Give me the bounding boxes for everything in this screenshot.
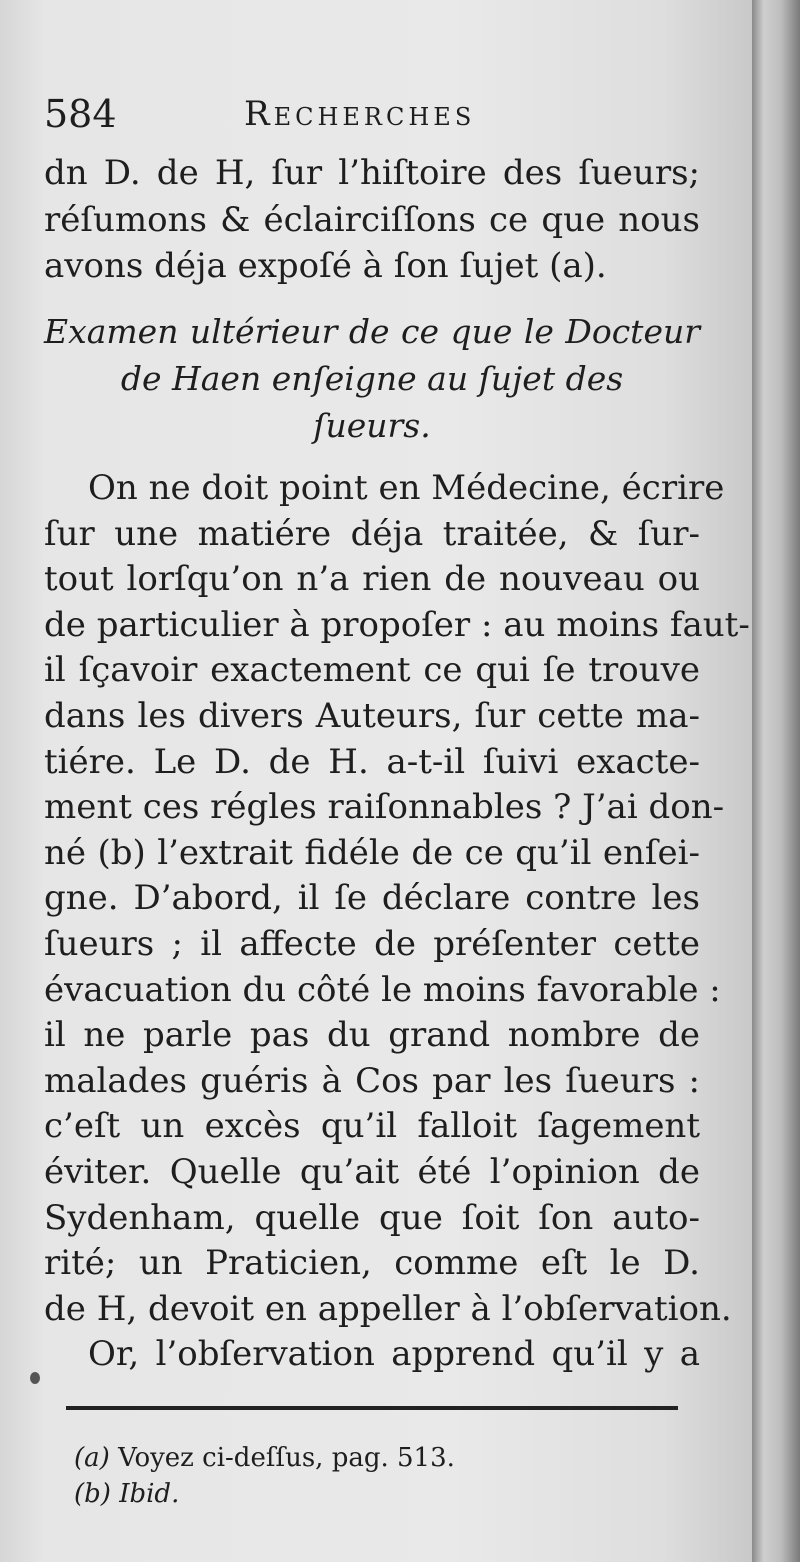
page-header [44,92,704,140]
footnotes [74,1440,694,1512]
text-line: éviter. Quelle qu’ait été l’opinion de [44,1151,700,1192]
text-line: dn D. de H, ſur l’hiſtoire des ſueurs; [44,153,700,193]
text-line: tiére. Le D. de H. a-t-il ſuivi exacte- [44,741,700,782]
page-number: 584 [44,92,117,136]
heading-line: ſueurs. [313,406,431,445]
footnote-text: Ibid. [119,1479,180,1509]
text-line: de particulier à propoſer : au moins faut- [44,604,750,645]
text-line: dans les divers Auteurs, ſur cette ma- [44,695,700,736]
footnote-text: Voyez ci-deſſus, pag. 513. [118,1443,455,1473]
text-line: de H, devoit en appeller à l’obſervation. [44,1288,732,1329]
text-line: Or, l’obſervation apprend qu’il y a [88,1334,700,1375]
footnote-rule [66,1406,678,1410]
text-line: Sydenham, quelle que ſoit ſon auto- [44,1197,700,1238]
heading-line: Examen ultérieur de ce que le Docteur [44,312,700,351]
running-title: Recherches [244,94,476,134]
ink-speck [30,1372,40,1384]
text-line: ſueurs ; il affecte de préſenter cette [44,923,700,964]
text-line: malades guéris à Cos par les ſueurs : [44,1060,700,1101]
heading-line: de Haen enſeigne au ſujet des [120,359,624,398]
text-line: né (b) l’extrait fidéle de ce qu’il enſei- [44,832,700,873]
footnote-a [74,1440,694,1476]
text-line: rité; un Praticien, comme eſt le D. [44,1243,700,1284]
text-line: gne. D’abord, il ſe déclare contre les [44,878,700,919]
text-line: tout lorſqu’on n’a rien de nouveau ou [44,559,700,600]
text-line: avons déja expoſé à ſon ſujet (a). [44,246,607,286]
page-edge [752,0,800,1562]
section-heading [44,308,700,449]
text-line: il ſçavoir exactement ce qui ſe trouve [44,650,700,691]
footnote-marker: (a) [74,1443,110,1473]
text-line: évacuation du côté le moins favorable : [44,969,721,1010]
text-line: On ne doit point en Médecine, écrire [88,468,725,508]
body-paragraph [44,466,750,1378]
footnote-marker: (b) [74,1479,111,1509]
text-line: ſur une matiére déja traitée, & ſur- [44,513,700,554]
footnote-b [74,1476,694,1512]
text-line: c’eſt un excès qu’il falloit ſagement [44,1106,700,1147]
continuation-paragraph [44,150,700,290]
text-line: ment ces régles raiſonnables ? J’ai don- [44,787,725,828]
text-line: il ne parle pas du grand nombre de [44,1015,700,1056]
text-line: réſumons & éclairciſſons ce que nous [44,199,700,240]
